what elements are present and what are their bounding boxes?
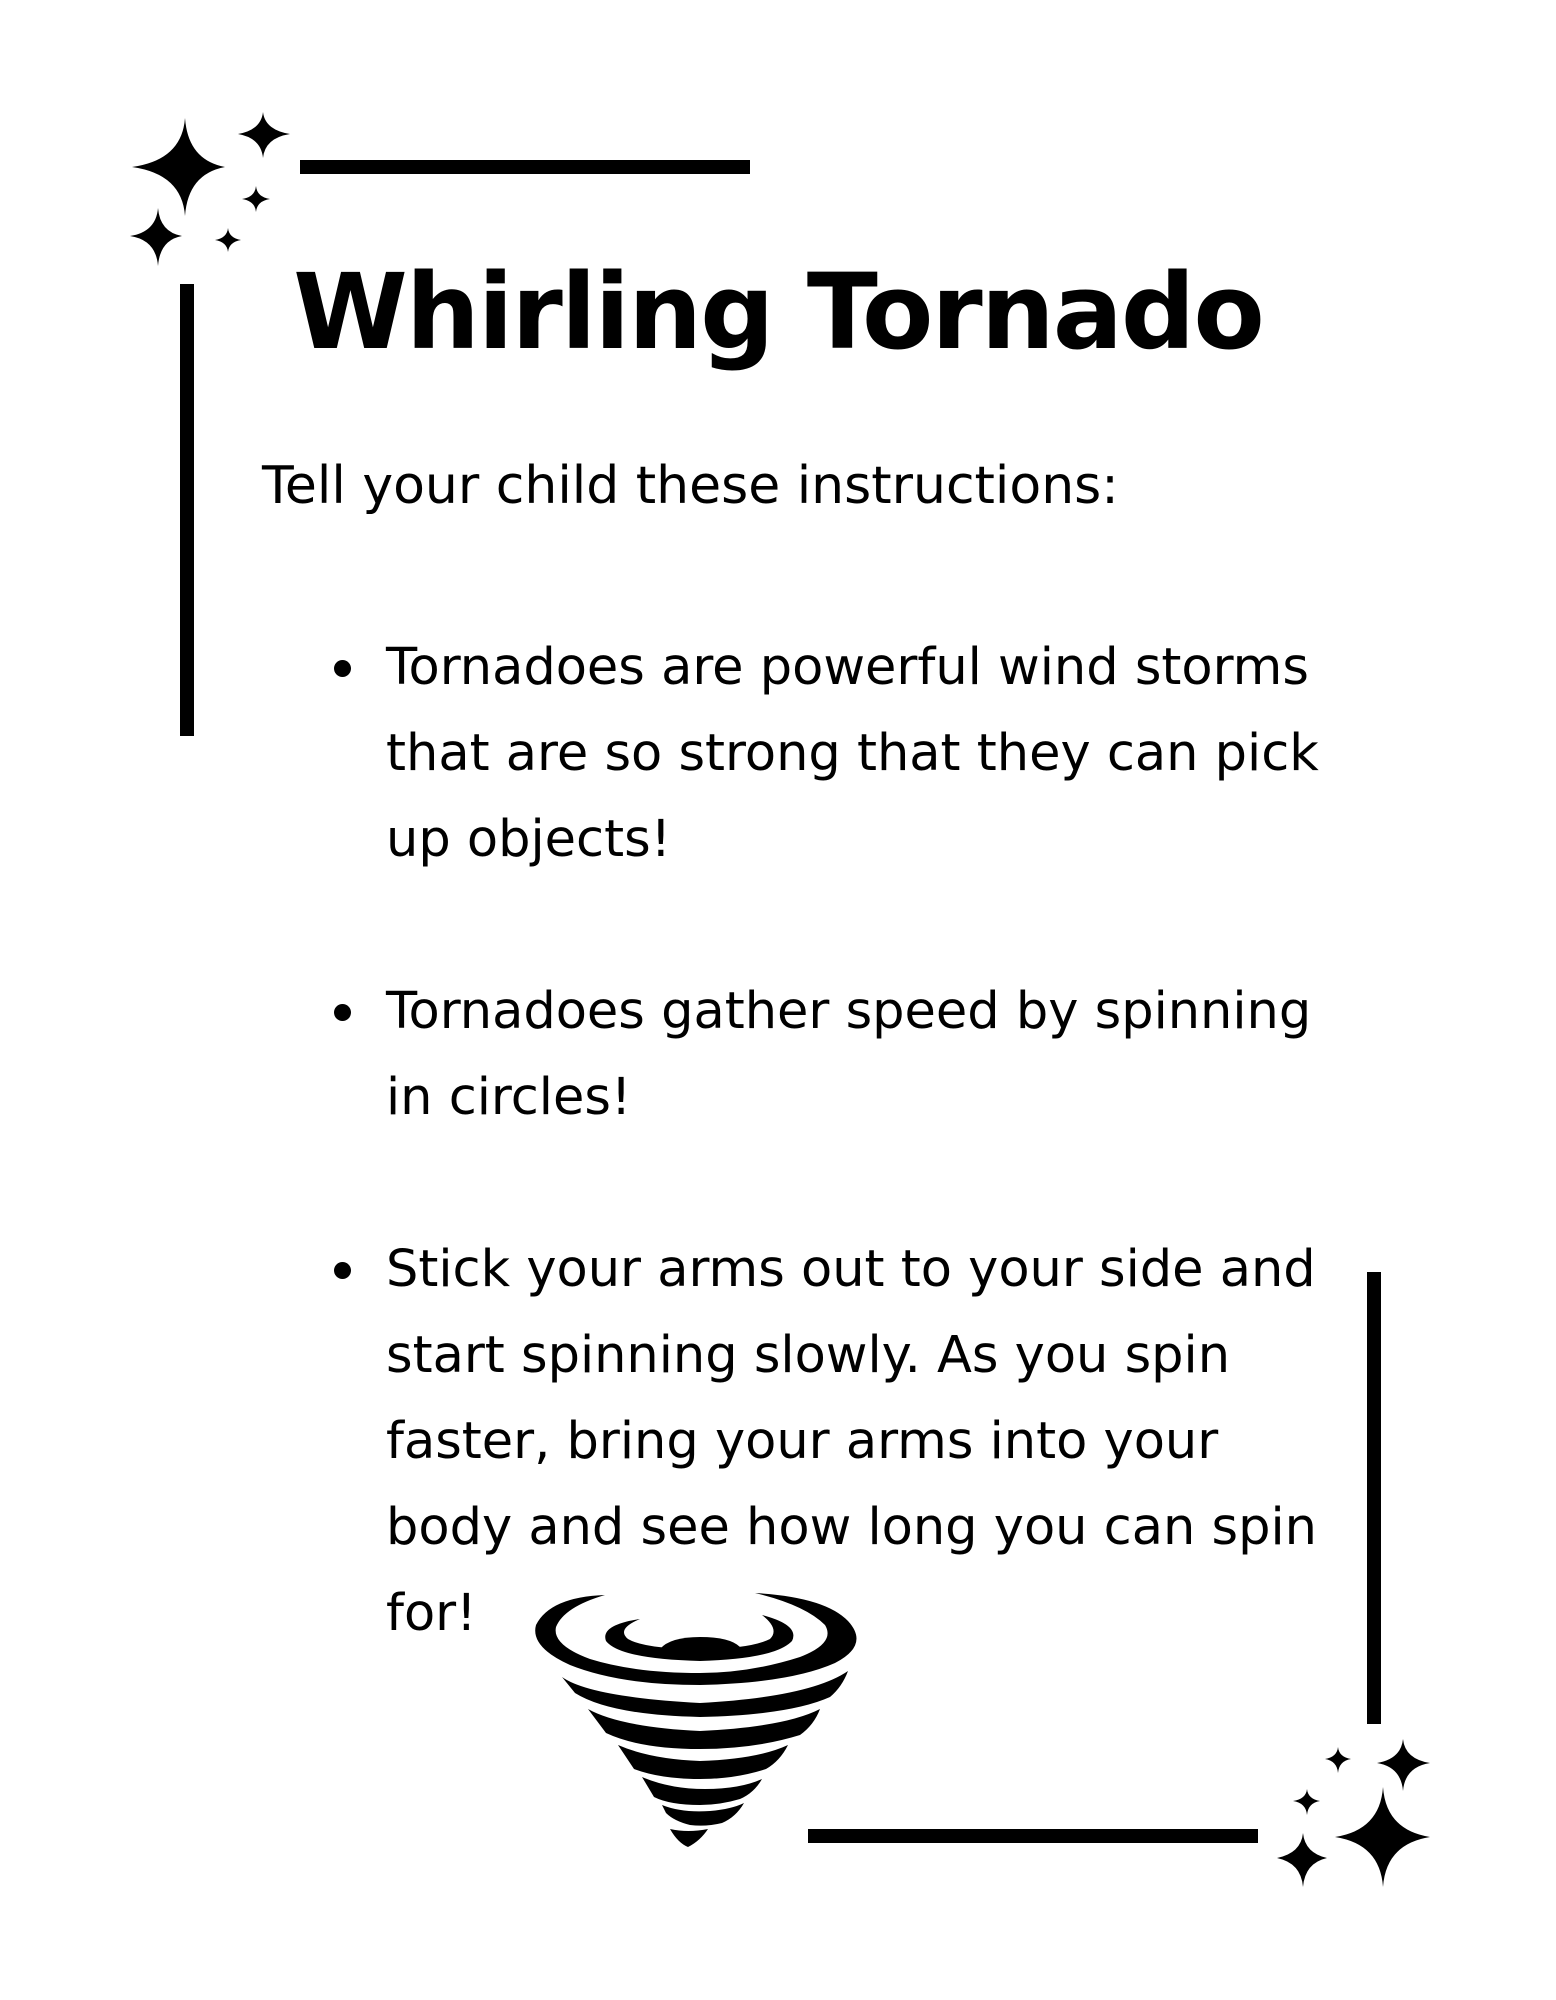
list-item: Tornadoes are powerful wind storms that are so strong that they can pick up objects! (386, 625, 1346, 883)
intro-text: Tell your child these instructions: (262, 456, 1119, 516)
list-item: Tornadoes gather speed by spinning in circles! (386, 969, 1346, 1141)
tornado-icon (530, 1585, 870, 1850)
page-title: Whirling Tornado (293, 251, 1263, 373)
frame-right-line (1367, 1272, 1381, 1724)
frame-top-line (300, 160, 750, 174)
frame-bottom-line (808, 1829, 1258, 1843)
sparkles-icon (1255, 1725, 1455, 1905)
sparkles-icon (120, 100, 320, 280)
instruction-list (386, 625, 1346, 1743)
list-item: Stick your arms out to your side and start spinning slowly. As you spin faster, bring your arms into your body and see how long you can spin for! (386, 1227, 1346, 1657)
